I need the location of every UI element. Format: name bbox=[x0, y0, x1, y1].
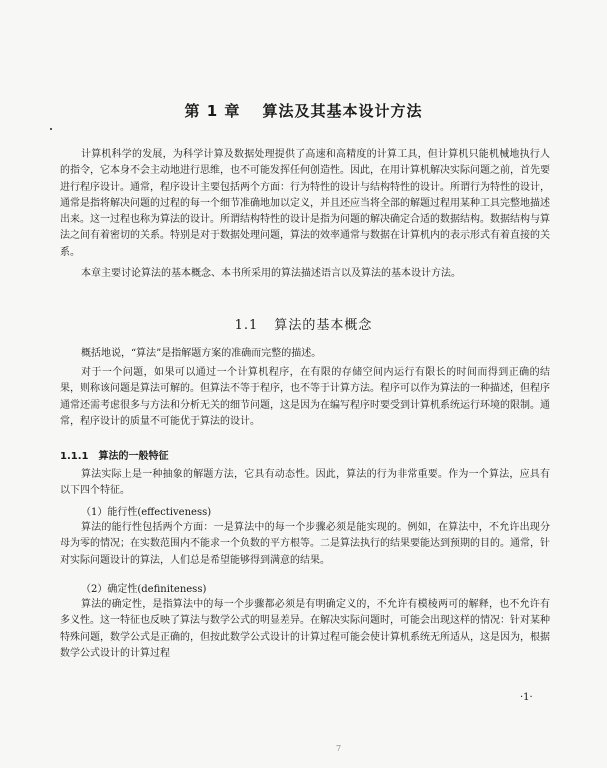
section-heading bbox=[0, 314, 607, 333]
paragraph-intro: 计算机科学的发展，为科学计算及数据处理提供了高速和高精度的计算工具，但计算机只能机械地执行人的指令，它本身不会主动地进行思维，也不可能发挥任何创造性。因此，在用计算机解决实际问题之前，首先要进行程序设计。通常，程序设计主要包括两个方面：行为特性的设计与结构特性的设计。所谓行为特性的设计，通常是指将解决问题的过程的每一个细节准确地加以定义，并且还应当将全部的解题过程用某种工具完整地描述出来。这一过程也称为算法的设计。所谓结构特性的设计是指为问题的解决确定合适的数据结构。数据结构与算法之间有着密切的关系。特别是对于数据处理问题，算法的效率通常与数据在计算机内的表示形式有着直接的关系。 bbox=[60, 149, 550, 258]
section-title-text: 算法的基本概念 bbox=[274, 318, 373, 333]
subsection-heading bbox=[60, 447, 168, 462]
paragraph-effectiveness: 算法的能行性包括两个方面：一是算法中的每一个步骤必须是能实现的。例如，在算法中，不允许出现分母为零的情况；在实数范围内不能求一个负数的平方根等。二是算法执行的结果要能达到预期的目的。通常，针对实际问题设计的算法，人们总是希望能够得到满意的结果。 bbox=[60, 522, 550, 566]
chapter-title-text: 算法及其基本设计方法 bbox=[262, 102, 423, 120]
scan-mark: 7 bbox=[336, 744, 342, 753]
scan-artifact bbox=[50, 128, 52, 130]
subsection-number: 1.1.1 bbox=[60, 451, 89, 462]
paragraph-scope: 本章主要讨论算法的基本概念、本书所采用的算法描述语言以及算法的基本设计方法。 bbox=[81, 268, 461, 279]
section-number: 1.1 bbox=[234, 318, 259, 333]
chapter-title bbox=[0, 100, 607, 121]
paragraph-concept: 对于一个问题，如果可以通过一个计算机程序，在有限的存储空间内运行有限长的时间而得到正确的结果，则称该问题是算法可解的。但算法不等于程序，也不等于计算方法。程序可以作为算法的一种描述，但程序通常还需考虑很多与方法和分析无关的细节问题，这是因为在编写程序时要受到计算机系统运行环境的限制。通常，程序设计的质量不可能优于算法的设计。 bbox=[60, 367, 550, 427]
item-effectiveness-heading: （1）能行性(effectiveness) bbox=[81, 507, 212, 518]
paragraph-definiteness: 算法的确定性，是指算法中的每一个步骤都必须是有明确定义的，不允许有模棱两可的解释，也不允许有多义性。这一特征也反映了算法与数学公式的明显差异。在解决实际问题时，可能会出现这样的情况：针对某种特殊问题，数学公式是正确的，但按此数学公式设计的计算过程可能会使计算机系统无所适从，这是因为，根据数学公式设计的计算过程 bbox=[60, 599, 550, 659]
chapter-number: 第 1 章 bbox=[184, 102, 241, 120]
item-definiteness-heading: （2）确定性(definiteness) bbox=[81, 584, 207, 595]
paragraph-summary: 概括地说，“算法”是指解题方案的准确而完整的描述。 bbox=[81, 348, 322, 359]
page-number: ·1· bbox=[520, 692, 533, 703]
subsection-title-text: 算法的一般特征 bbox=[98, 451, 169, 462]
paragraph-features-intro: 算法实际上是一种抽象的解题方法，它具有动态性。因此，算法的行为非常重要。作为一个算法，应具有以下四个特征。 bbox=[60, 469, 550, 497]
